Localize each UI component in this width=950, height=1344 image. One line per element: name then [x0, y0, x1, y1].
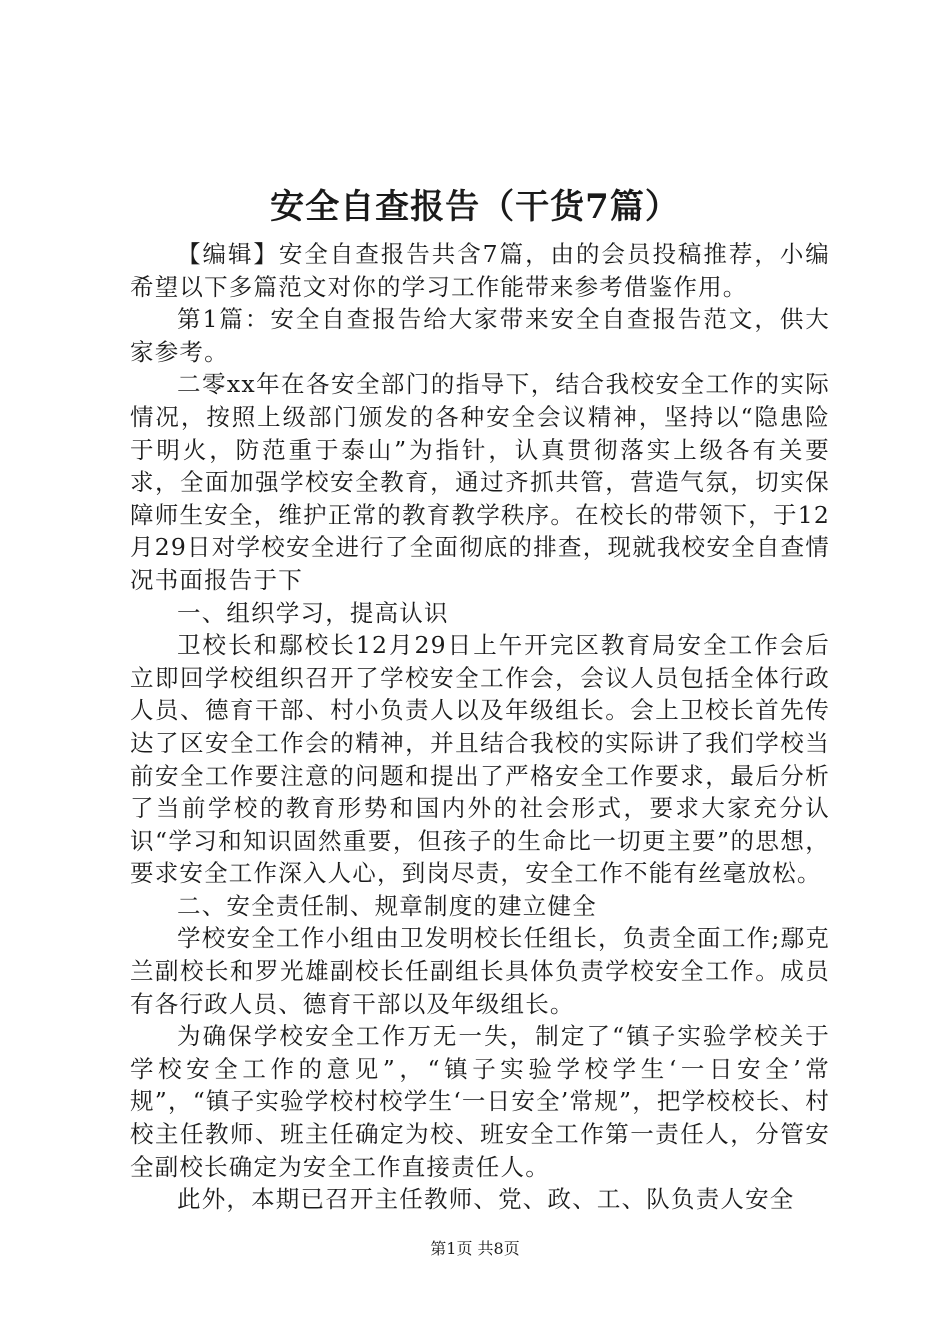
section-heading-2: 二、安全责任制、规章制度的建立健全 [177, 891, 597, 920]
page-footer: 第1页 共8页 [430, 1239, 520, 1258]
section-heading-1: 一、组织学习，提高认识 [177, 598, 449, 627]
paragraph-section-2a: 学校安全工作小组由卫发明校长任组长，负责全面工作;鄢克兰副校长和罗光雄副校长任副组长具体负责学校安全工作。成员有各行政人员、德育干部以及年级组长。 [130, 924, 830, 1018]
paragraph-section-2b: 为确保学校安全工作万无一失，制定了“镇子实验学校关于学校安全工作的意见”，“镇子实验学校学生‘一日安全’常规”，“镇子实验学校村校学生‘一日安全’常规”，把学校校长、村校主任教师、班主任确定为校、班安全工作第一责任人，分管安全副校长确定为安全工作直接责任人。 [130, 1022, 830, 1181]
paragraph-section-2c: 此外，本期已召开主任教师、党、政、工、队负责人安全 [177, 1185, 795, 1214]
paragraph-overview: 二零xx年在各安全部门的指导下，结合我校安全工作的实际情况，按照上级部门颁发的各种安全会议精神，坚持以“隐患险于明火，防范重于泰山”为指针，认真贯彻落实上级各有关要求，全面加强学校安全教育，通过齐抓共管，营造气氛，切实保障师生安全，维护正常的教育教学秩序。在校长的带领下，于12月29日对学校安全进行了全面彻底的排查，现就我校安全自查情况书面报告于下 [130, 370, 830, 594]
paragraph-section-1: 卫校长和鄢校长12月29日上午开完区教育局安全工作会后立即回学校组织召开了学校安全工作会，会议人员包括全体行政人员、德育干部、村小负责人以及年级组长。会上卫校长首先传达了区安全工作会的精神，并且结合我校的实际讲了我们学校当前安全工作要注意的问题和提出了严格安全工作要求，最后分析了当前学校的教育形势和国内外的社会形式，要求大家充分认识“学习和知识固然重要，但孩子的生命比一切更主要”的思想，要求安全工作深入人心，到岗尽责，安全工作不能有丝毫放松。 [130, 631, 830, 888]
paragraph-intro: 【编辑】安全自查报告共含7篇，由的会员投稿推荐，小编希望以下多篇范文对你的学习工作能带来参考借鉴作用。 [130, 240, 830, 301]
document-title: 安全自查报告（干货7篇） [270, 187, 680, 227]
document-body [130, 238, 830, 1216]
paragraph-part-1-heading: 第1篇：安全自查报告给大家带来安全自查报告范文，供大家参考。 [130, 305, 830, 366]
